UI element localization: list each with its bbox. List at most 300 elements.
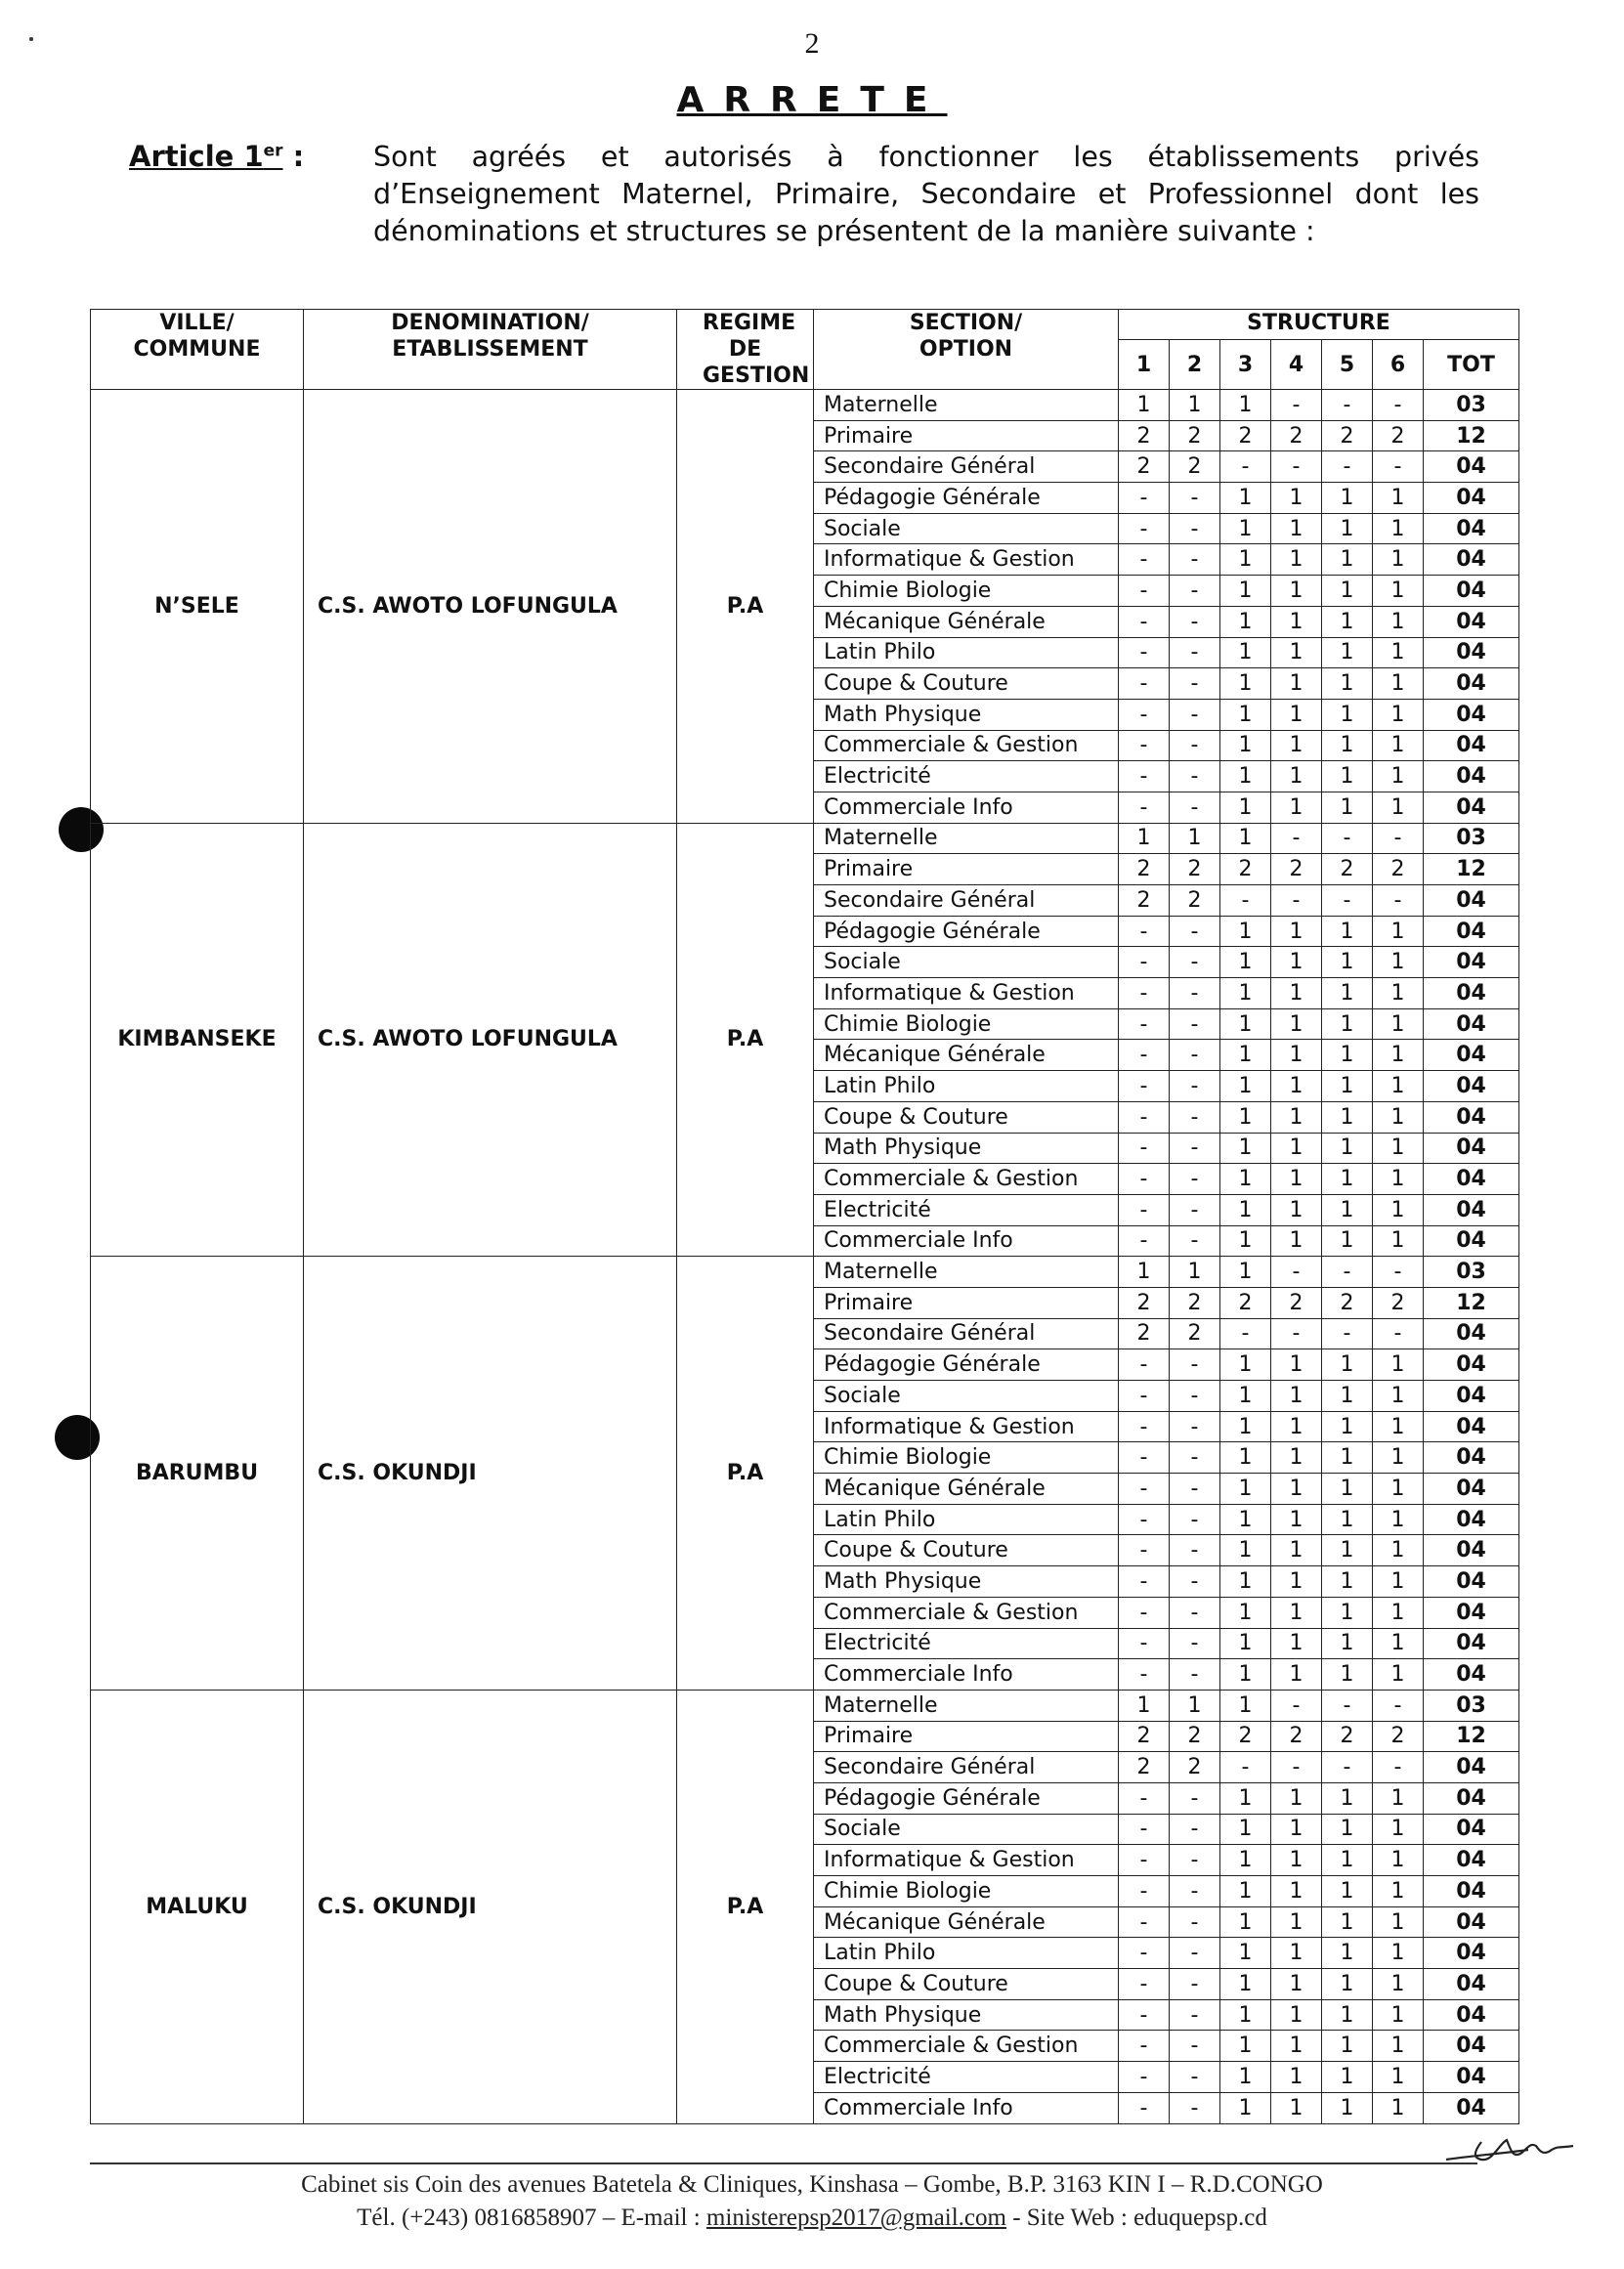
struct-2-cell: - bbox=[1170, 1597, 1220, 1628]
struct-6-cell: 1 bbox=[1373, 916, 1424, 947]
struct-2-cell: - bbox=[1170, 1225, 1220, 1257]
struct-5-cell: 1 bbox=[1322, 761, 1373, 792]
total-cell: 04 bbox=[1424, 513, 1519, 544]
section-option-cell: Sociale bbox=[814, 947, 1119, 978]
struct-6-cell: 1 bbox=[1373, 1782, 1424, 1814]
article-text: Sont agréés et autorisés à fonctionner les établissements privés d’Enseignement Maternel, Primaire, Secondaire et Professionnel dont les dénominations et structures se présentent de la manière suivante : bbox=[373, 141, 1479, 247]
section-option-cell: Secondaire Général bbox=[814, 885, 1119, 917]
struct-4-cell: 1 bbox=[1271, 1782, 1322, 1814]
struct-4-cell: 1 bbox=[1271, 1381, 1322, 1412]
struct-5-cell: 1 bbox=[1322, 1876, 1373, 1907]
struct-2-cell: - bbox=[1170, 668, 1220, 700]
struct-6-cell: 1 bbox=[1373, 1535, 1424, 1566]
struct-3-cell: 1 bbox=[1220, 1474, 1271, 1505]
section-option-cell: Electricité bbox=[814, 2062, 1119, 2093]
struct-1-cell: - bbox=[1119, 606, 1170, 637]
struct-3-cell: 1 bbox=[1220, 637, 1271, 668]
struct-6-cell: 2 bbox=[1373, 420, 1424, 451]
struct-5-cell: 1 bbox=[1322, 1999, 1373, 2031]
total-cell: 04 bbox=[1424, 1442, 1519, 1474]
ville-commune-cell: N’SELE bbox=[91, 390, 304, 824]
struct-5-cell: 1 bbox=[1322, 1225, 1373, 1257]
section-option-cell: Informatique & Gestion bbox=[814, 1845, 1119, 1876]
section-option-cell: Secondaire Général bbox=[814, 1318, 1119, 1349]
struct-5-cell: 1 bbox=[1322, 1101, 1373, 1133]
struct-4-cell: 1 bbox=[1271, 637, 1322, 668]
struct-5-cell: 1 bbox=[1322, 1008, 1373, 1040]
section-option-cell: Coupe & Couture bbox=[814, 1535, 1119, 1566]
total-cell: 04 bbox=[1424, 1845, 1519, 1876]
struct-3-cell: 1 bbox=[1220, 1411, 1271, 1442]
total-cell: 04 bbox=[1424, 730, 1519, 761]
struct-5-cell: 1 bbox=[1322, 637, 1373, 668]
struct-5-cell: 1 bbox=[1322, 606, 1373, 637]
struct-1-cell: - bbox=[1119, 544, 1170, 576]
struct-4-cell: 1 bbox=[1271, 730, 1322, 761]
struct-3-cell: 1 bbox=[1220, 761, 1271, 792]
total-cell: 04 bbox=[1424, 576, 1519, 607]
total-cell: 12 bbox=[1424, 1287, 1519, 1318]
section-option-cell: Secondaire Général bbox=[814, 1752, 1119, 1783]
struct-4-cell: 1 bbox=[1271, 2031, 1322, 2062]
struct-5-cell: 1 bbox=[1322, 1474, 1373, 1505]
struct-1-cell: - bbox=[1119, 761, 1170, 792]
struct-1-cell: - bbox=[1119, 1876, 1170, 1907]
section-option-cell: Chimie Biologie bbox=[814, 1008, 1119, 1040]
total-cell: 12 bbox=[1424, 1721, 1519, 1752]
struct-2-cell: 2 bbox=[1170, 1752, 1220, 1783]
struct-5-cell: 1 bbox=[1322, 1597, 1373, 1628]
struct-2-cell: 1 bbox=[1170, 1257, 1220, 1288]
struct-5-cell: - bbox=[1322, 885, 1373, 917]
struct-6-cell: 2 bbox=[1373, 1287, 1424, 1318]
struct-2-cell: - bbox=[1170, 1008, 1220, 1040]
total-cell: 04 bbox=[1424, 1040, 1519, 1071]
struct-3-cell: 2 bbox=[1220, 420, 1271, 451]
struct-3-cell: 1 bbox=[1220, 1906, 1271, 1938]
footer-website: - Site Web : eduquepsp.cd bbox=[1005, 2205, 1267, 2231]
total-cell: 04 bbox=[1424, 2062, 1519, 2093]
struct-2-cell: - bbox=[1170, 947, 1220, 978]
struct-4-cell: 1 bbox=[1271, 1535, 1322, 1566]
struct-5-cell: 1 bbox=[1322, 792, 1373, 823]
struct-5-cell: 1 bbox=[1322, 1071, 1373, 1102]
struct-2-cell: - bbox=[1170, 1040, 1220, 1071]
struct-1-cell: - bbox=[1119, 1225, 1170, 1257]
struct-4-cell: 1 bbox=[1271, 513, 1322, 544]
total-cell: 04 bbox=[1424, 978, 1519, 1009]
struct-6-cell: 1 bbox=[1373, 606, 1424, 637]
section-option-cell: Chimie Biologie bbox=[814, 576, 1119, 607]
total-cell: 04 bbox=[1424, 1876, 1519, 1907]
section-option-cell: Commerciale Info bbox=[814, 792, 1119, 823]
regime-cell: P.A bbox=[677, 1690, 814, 2123]
struct-1-cell: - bbox=[1119, 1628, 1170, 1659]
struct-6-cell: 1 bbox=[1373, 1442, 1424, 1474]
struct-5-cell: 1 bbox=[1322, 1411, 1373, 1442]
section-option-cell: Mécanique Générale bbox=[814, 1040, 1119, 1071]
struct-3-cell: 1 bbox=[1220, 1999, 1271, 2031]
struct-6-cell: 1 bbox=[1373, 1845, 1424, 1876]
struct-5-cell: 1 bbox=[1322, 1845, 1373, 1876]
total-cell: 04 bbox=[1424, 668, 1519, 700]
struct-3-cell: 1 bbox=[1220, 513, 1271, 544]
struct-5-cell: 1 bbox=[1322, 1381, 1373, 1412]
struct-1-cell: - bbox=[1119, 1194, 1170, 1225]
total-cell: 04 bbox=[1424, 451, 1519, 483]
total-cell: 04 bbox=[1424, 1597, 1519, 1628]
struct-5-cell: - bbox=[1322, 390, 1373, 421]
total-cell: 03 bbox=[1424, 1257, 1519, 1288]
struct-4-cell: 1 bbox=[1271, 606, 1322, 637]
struct-1-cell: 2 bbox=[1119, 1721, 1170, 1752]
footer-email-link[interactable]: ministerepsp2017@gmail.com bbox=[705, 2205, 1006, 2231]
total-cell: 04 bbox=[1424, 1071, 1519, 1102]
struct-3-cell: 1 bbox=[1220, 1504, 1271, 1535]
struct-6-cell: 1 bbox=[1373, 1628, 1424, 1659]
struct-1-cell: - bbox=[1119, 1381, 1170, 1412]
struct-1-cell: 2 bbox=[1119, 1752, 1170, 1783]
struct-6-cell: 2 bbox=[1373, 1721, 1424, 1752]
struct-3-cell: 1 bbox=[1220, 483, 1271, 514]
struct-5-cell: 1 bbox=[1322, 1906, 1373, 1938]
struct-6-cell: 1 bbox=[1373, 668, 1424, 700]
struct-6-cell: 1 bbox=[1373, 513, 1424, 544]
struct-4-cell: - bbox=[1271, 451, 1322, 483]
section-option-cell: Maternelle bbox=[814, 1690, 1119, 1721]
struct-3-cell: 1 bbox=[1220, 916, 1271, 947]
total-cell: 04 bbox=[1424, 1814, 1519, 1845]
struct-3-cell: 1 bbox=[1220, 1008, 1271, 1040]
struct-3-cell: - bbox=[1220, 1318, 1271, 1349]
struct-2-cell: - bbox=[1170, 1876, 1220, 1907]
struct-4-cell: - bbox=[1271, 823, 1322, 854]
section-option-cell: Informatique & Gestion bbox=[814, 1411, 1119, 1442]
struct-5-cell: 1 bbox=[1322, 1194, 1373, 1225]
total-cell: 04 bbox=[1424, 1659, 1519, 1691]
total-cell: 04 bbox=[1424, 1349, 1519, 1381]
struct-4-cell: 1 bbox=[1271, 544, 1322, 576]
struct-1-cell: 1 bbox=[1119, 390, 1170, 421]
total-cell: 04 bbox=[1424, 637, 1519, 668]
struct-1-cell: - bbox=[1119, 637, 1170, 668]
struct-3-cell: 1 bbox=[1220, 1690, 1271, 1721]
struct-5-cell: 1 bbox=[1322, 978, 1373, 1009]
struct-2-cell: - bbox=[1170, 1845, 1220, 1876]
struct-1-cell: - bbox=[1119, 1164, 1170, 1195]
struct-6-cell: 1 bbox=[1373, 1071, 1424, 1102]
struct-3-cell: 1 bbox=[1220, 792, 1271, 823]
struct-4-cell: 2 bbox=[1271, 854, 1322, 885]
struct-4-cell: 1 bbox=[1271, 2062, 1322, 2093]
struct-3-cell: 1 bbox=[1220, 576, 1271, 607]
struct-6-cell: 1 bbox=[1373, 544, 1424, 576]
section-option-cell: Coupe & Couture bbox=[814, 668, 1119, 700]
struct-1-cell: - bbox=[1119, 699, 1170, 730]
total-cell: 04 bbox=[1424, 1752, 1519, 1783]
struct-5-cell: 1 bbox=[1322, 947, 1373, 978]
struct-4-cell: 1 bbox=[1271, 1969, 1322, 2000]
struct-2-cell: - bbox=[1170, 1349, 1220, 1381]
struct-6-cell: 1 bbox=[1373, 730, 1424, 761]
header-denomination: DENOMINATION/ ETABLISSEMENT bbox=[304, 310, 677, 390]
struct-5-cell: 1 bbox=[1322, 544, 1373, 576]
struct-3-cell: 1 bbox=[1220, 2092, 1271, 2123]
struct-2-cell: - bbox=[1170, 730, 1220, 761]
struct-3-cell: 1 bbox=[1220, 1597, 1271, 1628]
struct-2-cell: 1 bbox=[1170, 823, 1220, 854]
struct-5-cell: 1 bbox=[1322, 1814, 1373, 1845]
header-col-1: 1 bbox=[1119, 340, 1170, 390]
struct-2-cell: - bbox=[1170, 2092, 1220, 2123]
section-option-cell: Secondaire Général bbox=[814, 451, 1119, 483]
struct-1-cell: - bbox=[1119, 1040, 1170, 1071]
struct-6-cell: 1 bbox=[1373, 1225, 1424, 1257]
section-option-cell: Commerciale Info bbox=[814, 1225, 1119, 1257]
struct-4-cell: 1 bbox=[1271, 1164, 1322, 1195]
struct-3-cell: 1 bbox=[1220, 2062, 1271, 2093]
struct-4-cell: 1 bbox=[1271, 1442, 1322, 1474]
struct-6-cell: 1 bbox=[1373, 1194, 1424, 1225]
struct-5-cell: - bbox=[1322, 823, 1373, 854]
section-option-cell: Mécanique Générale bbox=[814, 606, 1119, 637]
struct-6-cell: 1 bbox=[1373, 761, 1424, 792]
struct-1-cell: - bbox=[1119, 1938, 1170, 1969]
struct-3-cell: - bbox=[1220, 885, 1271, 917]
struct-1-cell: - bbox=[1119, 1474, 1170, 1505]
struct-4-cell: 1 bbox=[1271, 1101, 1322, 1133]
article-label-text bbox=[129, 140, 283, 173]
struct-2-cell: - bbox=[1170, 483, 1220, 514]
struct-5-cell: 1 bbox=[1322, 1938, 1373, 1969]
header-ville: VILLE/ COMMUNE bbox=[91, 310, 304, 390]
struct-6-cell: 1 bbox=[1373, 1411, 1424, 1442]
struct-6-cell: 1 bbox=[1373, 1814, 1424, 1845]
struct-3-cell: 1 bbox=[1220, 1349, 1271, 1381]
struct-4-cell: 1 bbox=[1271, 792, 1322, 823]
header-regime: REGIME DE GESTION bbox=[677, 310, 814, 390]
struct-5-cell: 1 bbox=[1322, 668, 1373, 700]
struct-6-cell: 1 bbox=[1373, 2031, 1424, 2062]
struct-5-cell: 1 bbox=[1322, 1566, 1373, 1598]
struct-6-cell: 1 bbox=[1373, 1040, 1424, 1071]
struct-1-cell: 2 bbox=[1119, 885, 1170, 917]
struct-1-cell: - bbox=[1119, 916, 1170, 947]
struct-5-cell: - bbox=[1322, 1318, 1373, 1349]
struct-2-cell: 2 bbox=[1170, 885, 1220, 917]
section-option-cell: Latin Philo bbox=[814, 1938, 1119, 1969]
struct-5-cell: 1 bbox=[1322, 1628, 1373, 1659]
struct-1-cell: 2 bbox=[1119, 1318, 1170, 1349]
struct-6-cell: 1 bbox=[1373, 1597, 1424, 1628]
article-label bbox=[129, 140, 304, 173]
struct-5-cell: 1 bbox=[1322, 1504, 1373, 1535]
struct-4-cell: 1 bbox=[1271, 1566, 1322, 1598]
struct-1-cell: - bbox=[1119, 2031, 1170, 2062]
struct-3-cell: - bbox=[1220, 451, 1271, 483]
header-col-2: 2 bbox=[1170, 340, 1220, 390]
struct-1-cell: - bbox=[1119, 1411, 1170, 1442]
struct-2-cell: - bbox=[1170, 1659, 1220, 1691]
section-option-cell: Commerciale & Gestion bbox=[814, 730, 1119, 761]
struct-4-cell: 1 bbox=[1271, 1938, 1322, 1969]
struct-2-cell: 2 bbox=[1170, 1318, 1220, 1349]
struct-1-cell: - bbox=[1119, 1349, 1170, 1381]
struct-3-cell: 1 bbox=[1220, 1938, 1271, 1969]
struct-2-cell: - bbox=[1170, 576, 1220, 607]
struct-4-cell: 1 bbox=[1271, 1504, 1322, 1535]
struct-6-cell: - bbox=[1373, 1257, 1424, 1288]
struct-3-cell: 1 bbox=[1220, 390, 1271, 421]
section-option-cell: Pédagogie Générale bbox=[814, 1349, 1119, 1381]
struct-2-cell: - bbox=[1170, 544, 1220, 576]
section-option-cell: Latin Philo bbox=[814, 1071, 1119, 1102]
struct-6-cell: 2 bbox=[1373, 854, 1424, 885]
struct-1-cell: - bbox=[1119, 1814, 1170, 1845]
struct-3-cell: 1 bbox=[1220, 1225, 1271, 1257]
struct-3-cell: 1 bbox=[1220, 1845, 1271, 1876]
struct-1-cell: 2 bbox=[1119, 420, 1170, 451]
struct-3-cell: 1 bbox=[1220, 1566, 1271, 1598]
section-option-cell: Electricité bbox=[814, 761, 1119, 792]
struct-6-cell: 1 bbox=[1373, 792, 1424, 823]
struct-5-cell: 1 bbox=[1322, 1535, 1373, 1566]
section-option-cell: Commerciale Info bbox=[814, 1659, 1119, 1691]
struct-5-cell: 1 bbox=[1322, 513, 1373, 544]
section-option-cell: Commerciale & Gestion bbox=[814, 1597, 1119, 1628]
struct-2-cell: - bbox=[1170, 1814, 1220, 1845]
section-option-cell: Coupe & Couture bbox=[814, 1101, 1119, 1133]
header-col-5: 5 bbox=[1322, 340, 1373, 390]
etablissement-cell: C.S. AWOTO LOFUNGULA bbox=[304, 823, 677, 1257]
section-option-cell: Electricité bbox=[814, 1628, 1119, 1659]
struct-6-cell: 1 bbox=[1373, 1999, 1424, 2031]
struct-6-cell: - bbox=[1373, 1752, 1424, 1783]
total-cell: 04 bbox=[1424, 1938, 1519, 1969]
regime-cell: P.A bbox=[677, 390, 814, 824]
struct-3-cell: 1 bbox=[1220, 978, 1271, 1009]
struct-4-cell: 1 bbox=[1271, 2092, 1322, 2123]
page-number: 2 bbox=[804, 27, 820, 60]
struct-3-cell: 1 bbox=[1220, 1194, 1271, 1225]
struct-1-cell: 1 bbox=[1119, 1257, 1170, 1288]
struct-2-cell: - bbox=[1170, 1474, 1220, 1505]
struct-4-cell: - bbox=[1271, 1752, 1322, 1783]
total-cell: 04 bbox=[1424, 916, 1519, 947]
table-row bbox=[91, 1690, 1519, 1721]
ville-commune-cell: BARUMBU bbox=[91, 1257, 304, 1691]
header-col-3: 3 bbox=[1220, 340, 1271, 390]
section-option-cell: Informatique & Gestion bbox=[814, 978, 1119, 1009]
header-col-tot: TOT bbox=[1424, 340, 1519, 390]
document-title: ARRETE bbox=[676, 80, 948, 120]
struct-3-cell: 1 bbox=[1220, 823, 1271, 854]
total-cell: 12 bbox=[1424, 854, 1519, 885]
section-option-cell: Commerciale & Gestion bbox=[814, 2031, 1119, 2062]
struct-6-cell: 1 bbox=[1373, 1504, 1424, 1535]
struct-6-cell: 1 bbox=[1373, 1659, 1424, 1691]
struct-1-cell: - bbox=[1119, 1906, 1170, 1938]
header-col-4: 4 bbox=[1271, 340, 1322, 390]
ville-commune-cell: MALUKU bbox=[91, 1690, 304, 2123]
struct-6-cell: 1 bbox=[1373, 2092, 1424, 2123]
struct-6-cell: 1 bbox=[1373, 483, 1424, 514]
struct-1-cell: 2 bbox=[1119, 451, 1170, 483]
etablissement-cell: C.S. OKUNDJI bbox=[304, 1257, 677, 1691]
table-row bbox=[91, 390, 1519, 421]
article-label-sup: er bbox=[263, 141, 283, 161]
total-cell: 04 bbox=[1424, 1164, 1519, 1195]
struct-2-cell: 2 bbox=[1170, 420, 1220, 451]
section-option-cell: Mécanique Générale bbox=[814, 1906, 1119, 1938]
struct-1-cell: - bbox=[1119, 1597, 1170, 1628]
etablissement-cell: C.S. AWOTO LOFUNGULA bbox=[304, 390, 677, 824]
struct-3-cell: 1 bbox=[1220, 1535, 1271, 1566]
struct-2-cell: - bbox=[1170, 1194, 1220, 1225]
struct-2-cell: - bbox=[1170, 1969, 1220, 2000]
struct-2-cell: - bbox=[1170, 1071, 1220, 1102]
struct-4-cell: 1 bbox=[1271, 1814, 1322, 1845]
struct-1-cell: - bbox=[1119, 2062, 1170, 2093]
struct-3-cell: 1 bbox=[1220, 1257, 1271, 1288]
section-option-cell: Primaire bbox=[814, 420, 1119, 451]
struct-6-cell: 1 bbox=[1373, 1133, 1424, 1164]
struct-2-cell: - bbox=[1170, 1938, 1220, 1969]
struct-6-cell: 1 bbox=[1373, 1349, 1424, 1381]
total-cell: 04 bbox=[1424, 1318, 1519, 1349]
struct-2-cell: - bbox=[1170, 1164, 1220, 1195]
struct-5-cell: 2 bbox=[1322, 1287, 1373, 1318]
struct-5-cell: 1 bbox=[1322, 1164, 1373, 1195]
struct-1-cell: - bbox=[1119, 1535, 1170, 1566]
struct-2-cell: - bbox=[1170, 1411, 1220, 1442]
struct-6-cell: 1 bbox=[1373, 1906, 1424, 1938]
section-option-cell: Math Physique bbox=[814, 1566, 1119, 1598]
article-label-main: Article 1 bbox=[129, 140, 264, 173]
struct-4-cell: 1 bbox=[1271, 576, 1322, 607]
struct-1-cell: - bbox=[1119, 576, 1170, 607]
struct-3-cell: 1 bbox=[1220, 1969, 1271, 2000]
struct-1-cell: - bbox=[1119, 730, 1170, 761]
table-row bbox=[91, 1257, 1519, 1288]
struct-4-cell: 1 bbox=[1271, 761, 1322, 792]
footer-contact bbox=[0, 2205, 1624, 2232]
section-option-cell: Sociale bbox=[814, 513, 1119, 544]
struct-3-cell: 1 bbox=[1220, 1381, 1271, 1412]
total-cell: 04 bbox=[1424, 1225, 1519, 1257]
struct-5-cell: 1 bbox=[1322, 1659, 1373, 1691]
structure-table bbox=[90, 309, 1519, 2124]
section-option-cell: Sociale bbox=[814, 1381, 1119, 1412]
struct-4-cell: 1 bbox=[1271, 1349, 1322, 1381]
struct-1-cell: - bbox=[1119, 513, 1170, 544]
section-option-cell: Maternelle bbox=[814, 823, 1119, 854]
section-option-cell: Pédagogie Générale bbox=[814, 1782, 1119, 1814]
struct-1-cell: 2 bbox=[1119, 854, 1170, 885]
struct-1-cell: - bbox=[1119, 1071, 1170, 1102]
struct-2-cell: 1 bbox=[1170, 390, 1220, 421]
struct-3-cell: 1 bbox=[1220, 1876, 1271, 1907]
struct-3-cell: 1 bbox=[1220, 668, 1271, 700]
section-option-cell: Electricité bbox=[814, 1194, 1119, 1225]
total-cell: 04 bbox=[1424, 1411, 1519, 1442]
struct-4-cell: 1 bbox=[1271, 483, 1322, 514]
struct-4-cell: 1 bbox=[1271, 1999, 1322, 2031]
struct-1-cell: - bbox=[1119, 1845, 1170, 1876]
total-cell: 04 bbox=[1424, 1504, 1519, 1535]
struct-6-cell: 1 bbox=[1373, 576, 1424, 607]
struct-2-cell: - bbox=[1170, 2031, 1220, 2062]
